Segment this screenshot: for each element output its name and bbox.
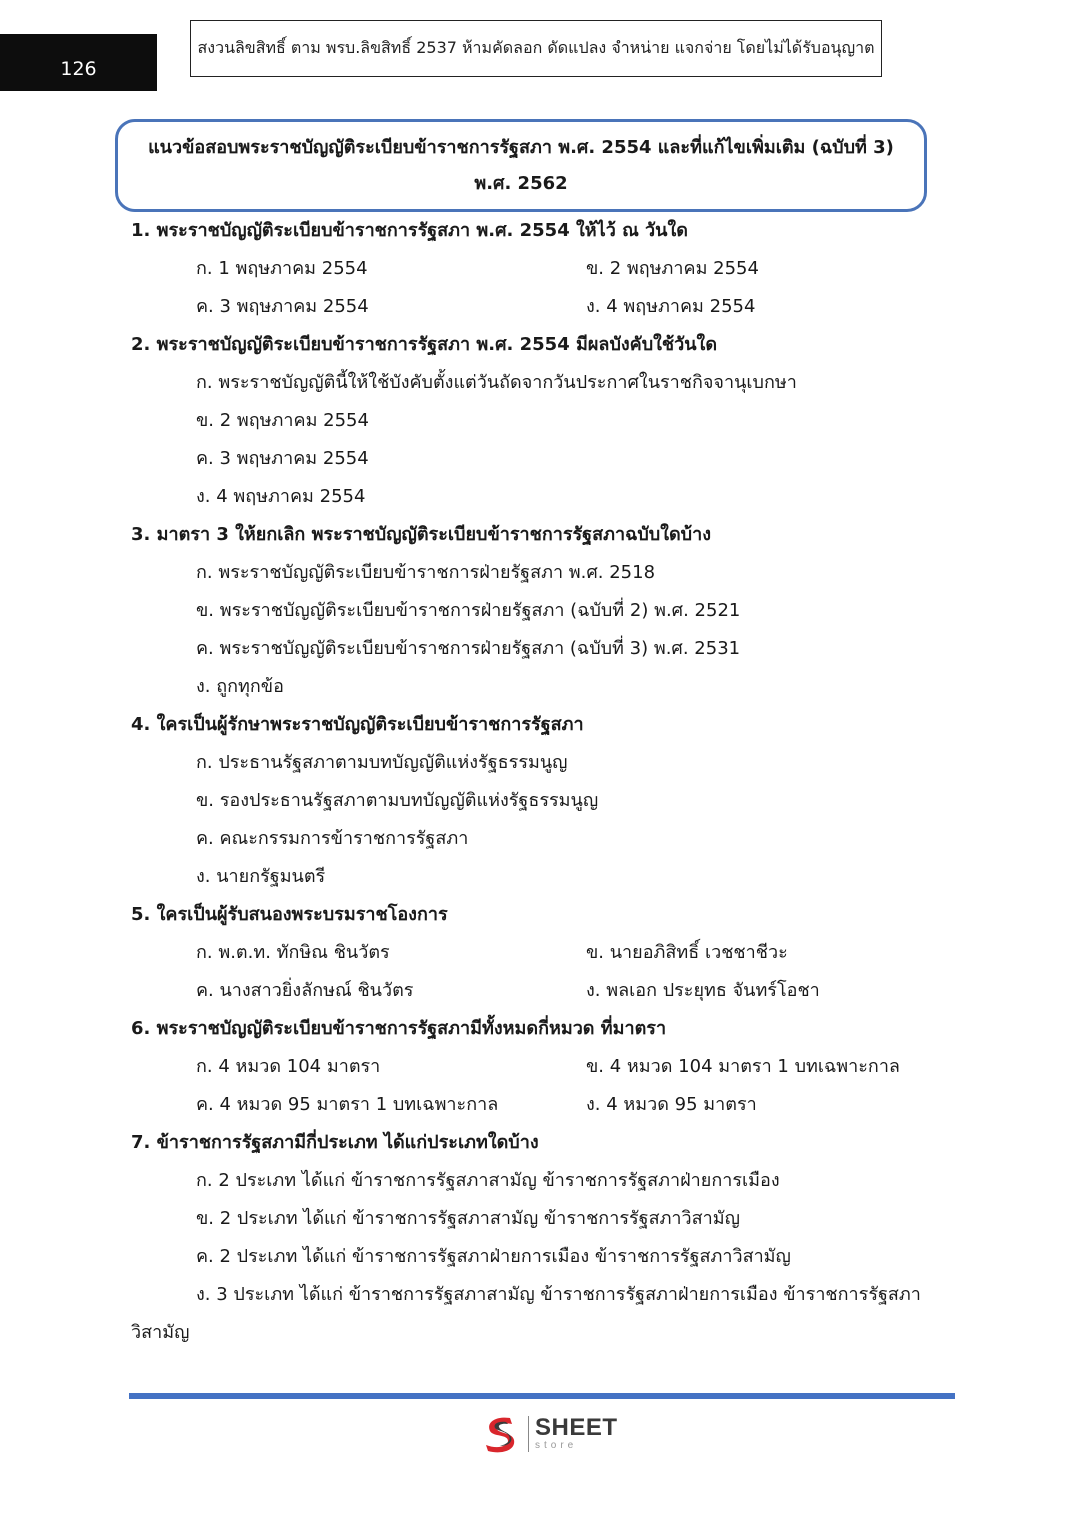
logo-text: SHEET — [535, 1414, 618, 1441]
page-number: 126 — [0, 34, 157, 91]
option-6-c: ค. 4 หมวด 95 มาตรา 1 บทเฉพาะกาล — [196, 1094, 499, 1115]
question-7: 7. ข้าราชการรัฐสภามีกี่ประเภท ได้แก่ประเภทใดบ้าง — [131, 1132, 539, 1153]
option-7-b: ข. 2 ประเภท ได้แก่ ข้าราชการรัฐสภาสามัญ ข้าราชการรัฐสภาวิสามัญ — [196, 1208, 740, 1229]
section-title-box — [115, 119, 927, 212]
question-2: 2. พระราชบัญญัติระเบียบข้าราชการรัฐสภา พ.ศ. 2554 มีผลบังคับใช้วันใด — [131, 334, 718, 355]
option-1-d: ง. 4 พฤษภาคม 2554 — [586, 296, 756, 317]
option-7-a: ก. 2 ประเภท ได้แก่ ข้าราชการรัฐสภาสามัญ ข้าราชการรัฐสภาฝ่ายการเมือง — [196, 1170, 780, 1191]
question-6: 6. พระราชบัญญัติระเบียบข้าราชการรัฐสภามีทั้งหมดกี่หมวด ที่มาตรา — [131, 1018, 667, 1039]
option-3-d: ง. ถูกทุกข้อ — [196, 676, 284, 697]
option-row — [0, 1086, 1075, 1124]
option-row — [0, 934, 1075, 972]
option-5-d: ง. พลเอก ประยุทธ จันทร์โอชา — [586, 980, 820, 1001]
section-title-line1: แนวข้อสอบพระราชบัญญัติระเบียบข้าราชการรัฐสภา พ.ศ. 2554 และที่แก้ไขเพิ่มเติม (ฉบับที่ 3) — [148, 136, 894, 158]
option-6-a: ก. 4 หมวด 104 มาตรา — [196, 1056, 381, 1077]
sheet-store-logo — [478, 1412, 618, 1456]
option-6-b: ข. 4 หมวด 104 มาตรา 1 บทเฉพาะกาล — [586, 1056, 900, 1077]
option-6-d: ง. 4 หมวด 95 มาตรา — [586, 1094, 757, 1115]
option-2-d: ง. 4 พฤษภาคม 2554 — [196, 486, 366, 507]
question-list — [0, 212, 1075, 1352]
question-1: 1. พระราชบัญญัติระเบียบข้าราชการรัฐสภา พ.ศ. 2554 ให้ไว้ ณ วันใด — [131, 220, 688, 241]
option-4-b: ข. รองประธานรัฐสภาตามบทบัญญัติแห่งรัฐธรรมนูญ — [196, 790, 599, 811]
option-2-c: ค. 3 พฤษภาคม 2554 — [196, 448, 369, 469]
option-1-b: ข. 2 พฤษภาคม 2554 — [586, 258, 759, 279]
option-1-a: ก. 1 พฤษภาคม 2554 — [196, 258, 368, 279]
question-3: 3. มาตรา 3 ให้ยกเลิก พระราชบัญญัติระเบียบข้าราชการรัฐสภาฉบับใดบ้าง — [131, 524, 711, 545]
option-3-a: ก. พระราชบัญญัติระเบียบข้าราชการฝ่ายรัฐสภา พ.ศ. 2518 — [196, 562, 656, 583]
footer-divider — [129, 1393, 955, 1399]
option-5-c: ค. นางสาวยิ่งลักษณ์ ชินวัตร — [196, 980, 414, 1001]
option-5-b: ข. นายอภิสิทธิ์ เวชชาชีวะ — [586, 942, 788, 963]
option-row — [0, 972, 1075, 1010]
logo-subtext: store — [535, 1440, 578, 1451]
copyright-notice: สงวนลิขสิทธิ์ ตาม พรบ.ลิขสิทธิ์ 2537 ห้ามคัดลอก ดัดแปลง จำหน่าย แจกจ่าย โดยไม่ได้รับอนุญาต — [190, 20, 882, 77]
option-4-d: ง. นายกรัฐมนตรี — [196, 866, 326, 887]
option-row — [0, 250, 1075, 288]
option-7-d-continuation: วิสามัญ — [131, 1322, 190, 1343]
question-5: 5. ใครเป็นผู้รับสนองพระบรมราชโองการ — [131, 904, 448, 925]
option-1-c: ค. 3 พฤษภาคม 2554 — [196, 296, 369, 317]
option-3-b: ข. พระราชบัญญัติระเบียบข้าราชการฝ่ายรัฐสภา (ฉบับที่ 2) พ.ศ. 2521 — [196, 600, 741, 621]
option-3-c: ค. พระราชบัญญัติระเบียบข้าราชการฝ่ายรัฐสภา (ฉบับที่ 3) พ.ศ. 2531 — [196, 638, 741, 659]
question-4: 4. ใครเป็นผู้รักษาพระราชบัญญัติระเบียบข้าราชการรัฐสภา — [131, 714, 584, 735]
section-title-line2: พ.ศ. 2562 — [474, 172, 568, 194]
option-7-d: ง. 3 ประเภท ได้แก่ ข้าราชการรัฐสภาสามัญ ข้าราชการรัฐสภาฝ่ายการเมือง ข้าราชการรัฐสภา — [196, 1284, 921, 1305]
option-2-a: ก. พระราชบัญญัตินี้ให้ใช้บังคับตั้งแต่วันถัดจากวันประกาศในราชกิจจานุเบกษา — [196, 372, 797, 393]
option-2-b: ข. 2 พฤษภาคม 2554 — [196, 410, 369, 431]
option-row — [0, 288, 1075, 326]
option-7-c: ค. 2 ประเภท ได้แก่ ข้าราชการรัฐสภาฝ่ายการเมือง ข้าราชการรัฐสภาวิสามัญ — [196, 1246, 791, 1267]
sheet-store-s-icon — [478, 1412, 522, 1456]
option-row — [0, 1048, 1075, 1086]
option-5-a: ก. พ.ต.ท. ทักษิณ ชินวัตร — [196, 942, 390, 963]
option-4-a: ก. ประธานรัฐสภาตามบทบัญญัติแห่งรัฐธรรมนูญ — [196, 752, 568, 773]
option-4-c: ค. คณะกรรมการข้าราชการรัฐสภา — [196, 828, 469, 849]
